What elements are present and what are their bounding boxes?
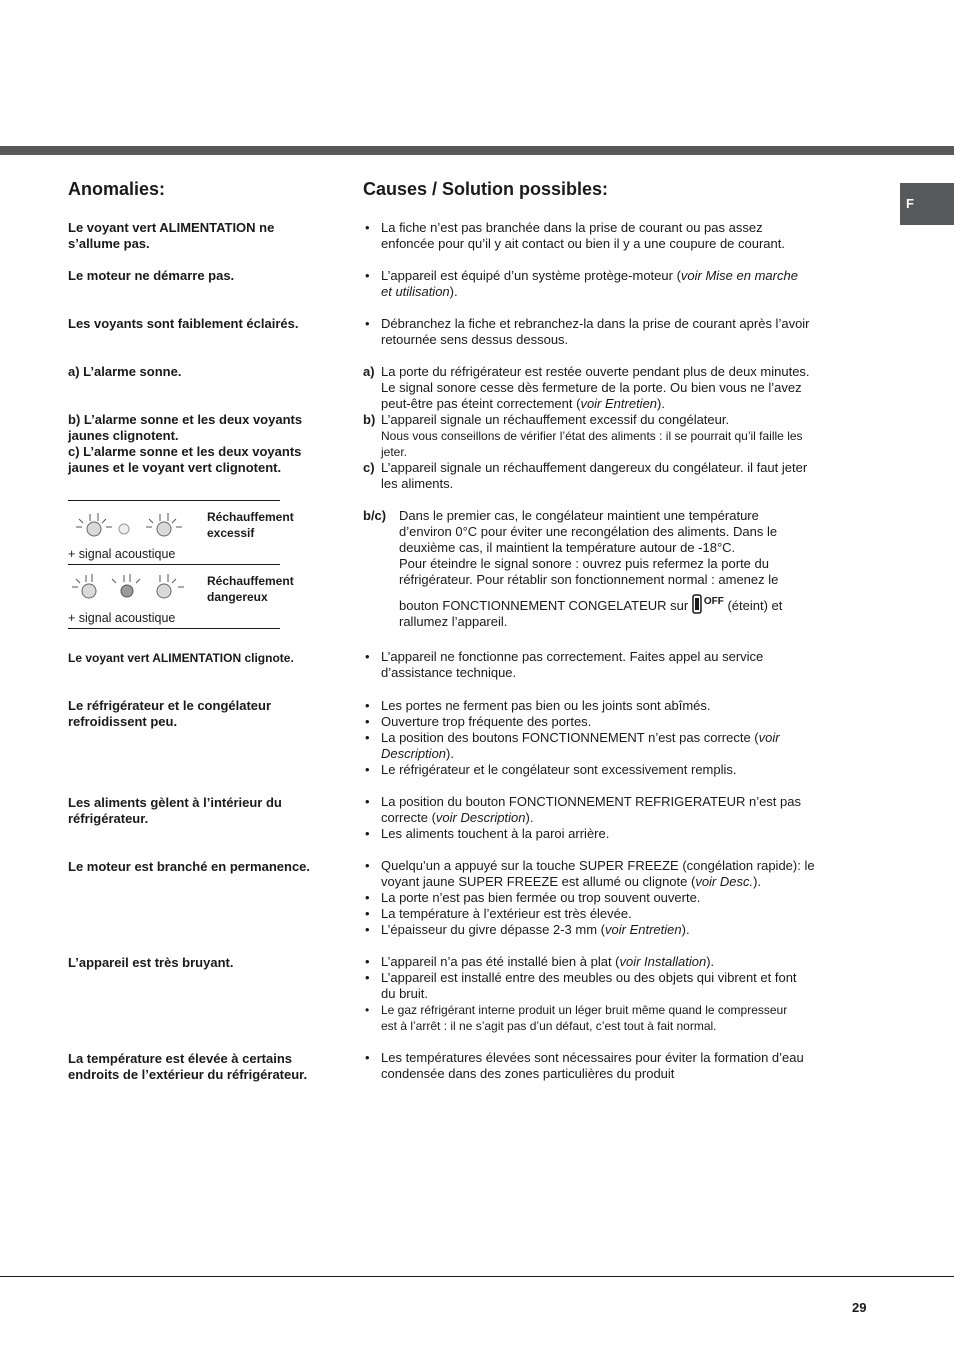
list-item: • La température à l’extérieur est très élevée. [363,906,873,922]
list-item: • Le gaz réfrigérant interne produit un léger bruit même quand le compresseur est à l’arrêt : il ne s’agit pas d’un défaut, c’est tout à fait normal. [363,1002,873,1034]
solution-block [363,316,873,348]
anomaly-label: a) L’alarme sonne. [68,364,182,379]
solution-block [363,954,873,1034]
indicator-caption: + signal acoustique [68,547,176,561]
solution-block: a) La porte du réfrigérateur est restée ouverte pendant plus de deux minutes. Le signal sonore cesse dès fermeture de la porte. Ou bien vous ne l’avez peut-être pas éteint correctement (voir Entretien). b) L’appareil signale un réchauffement excessif du congélateur. Nous vous conseillons de vérifier l’état des aliments : il se pourrait qu’il faille les jeter. c) L’appareil signale un réchauffement dangereux du congélateur. il faut jeter les aliments. [363,364,810,491]
solution-block [363,220,873,252]
anomaly-label: Le voyant vert ALIMENTATION ne s’allume pas. [68,220,275,251]
list-item: • Quelqu’un a appuyé sur la touche SUPER FREEZE (congélation rapide): le voyant jaune SUPER FREEZE est allumé ou clignote (voir Desc.). [363,858,873,890]
solution-block [363,858,873,938]
page-number: 29 [852,1300,867,1315]
off-label: OFF [703,596,724,607]
footer-rule [0,1276,954,1277]
indicator-dangerous [68,564,294,629]
list-item: • L’appareil est installé entre des meubles ou des objets qui vibrent et font du bruit. [363,970,873,1002]
list-item: • Débranchez la fiche et rebranchez-la dans la prise de courant après l’avoir retournée sens dessus dessous. [363,316,873,348]
top-rule-bar [0,146,954,155]
solution-block [363,794,873,842]
list-item: • La fiche n’est pas branchée dans la prise de courant ou pas assez enfoncée pour qu’il y ait contact ou bien il y a une coupure de courant. [363,220,873,252]
blinking-lights-icon [68,569,198,609]
list-item: • La porte n’est pas bien fermée ou trop souvent ouverte. [363,890,873,906]
anomaly-label: Le voyant vert ALIMENTATION clignote. [68,651,294,665]
indicator-name: Réchauffement dangereux [207,574,294,604]
indicator-name: Réchauffement excessif [207,510,294,540]
solution-block: b/c) Dans le premier cas, le congélateur maintient une température d’environ 0°C pour éviter une recongélation des aliments. Dans le deuxième cas, il maintient la température autour de -18°C. Pour éteindre le signal sonore : ouvrez puis refermez la porte du réfrigérateur. Pour rétablir son fonctionnement normal : amenez le bouton FONCTIONNEMENT CONGELATEUR sur $^{OFF}$ (éteint) et rallumez l’appareil. [363,508,783,629]
list-item: • Ouverture trop fréquente des portes. [363,714,873,730]
anomaly-label: Le réfrigérateur et le congélateur refroidissent peu. [68,698,272,729]
list-item: • La position des boutons FONCTIONNEMENT n’est pas correcte (voir Description). [363,730,873,762]
list-item: • L’appareil ne fonctionne pas correctement. Faites appel au service d’assistance technique. [363,649,873,681]
solution-block [363,1050,873,1082]
solution-block [363,698,873,778]
anomaly-label: L’appareil est très bruyant. [68,955,234,970]
blinking-lights-icon [68,505,198,545]
anomalies-heading: Anomalies: [68,179,166,199]
solution-block [363,268,873,300]
list-item: • Les températures élevées sont nécessaires pour éviter la formation d’eau condensée dans des zones particulières du produit [363,1050,873,1082]
list-item: • L’appareil est équipé d’un système protège-moteur (voir Mise en marche et utilisation). [363,268,873,300]
language-tab: F [900,183,954,225]
list-item: • Le réfrigérateur et le congélateur sont excessivement remplis. [363,762,873,778]
indicator-caption: + signal acoustique [68,611,176,625]
list-item: • Les portes ne ferment pas bien ou les joints sont abîmés. [363,698,873,714]
list-item: • L’épaisseur du givre dépasse 2-3 mm (voir Entretien). [363,922,873,938]
anomaly-label: La température est élevée à certains endroits de l’extérieur du réfrigérateur. [68,1051,308,1082]
anomaly-label: Le moteur ne démarre pas. [68,268,235,283]
anomaly-label: Les voyants sont faiblement éclairés. [68,316,299,331]
anomaly-label: b) L’alarme sonne et les deux voyants jaunes clignotent. c) L’alarme sonne et les deux voyants jaunes et le voyant vert clignotent. [68,412,303,475]
causes-heading: Causes / Solution possibles: [363,179,609,199]
anomaly-label: Les aliments gèlent à l’intérieur du réfrigérateur. [68,795,282,826]
indicator-excessive [68,500,294,565]
anomaly-label: Le moteur est branché en permanence. [68,859,311,874]
off-knob-icon [692,594,702,614]
table-rule [68,628,280,629]
solution-block [363,649,873,681]
list-item: • Les aliments touchent à la paroi arrière. [363,826,873,842]
list-item: • La position du bouton FONCTIONNEMENT REFRIGERATEUR n’est pas correcte (voir Description). [363,794,873,826]
list-item: • L’appareil n’a pas été installé bien à plat (voir Installation). [363,954,873,970]
